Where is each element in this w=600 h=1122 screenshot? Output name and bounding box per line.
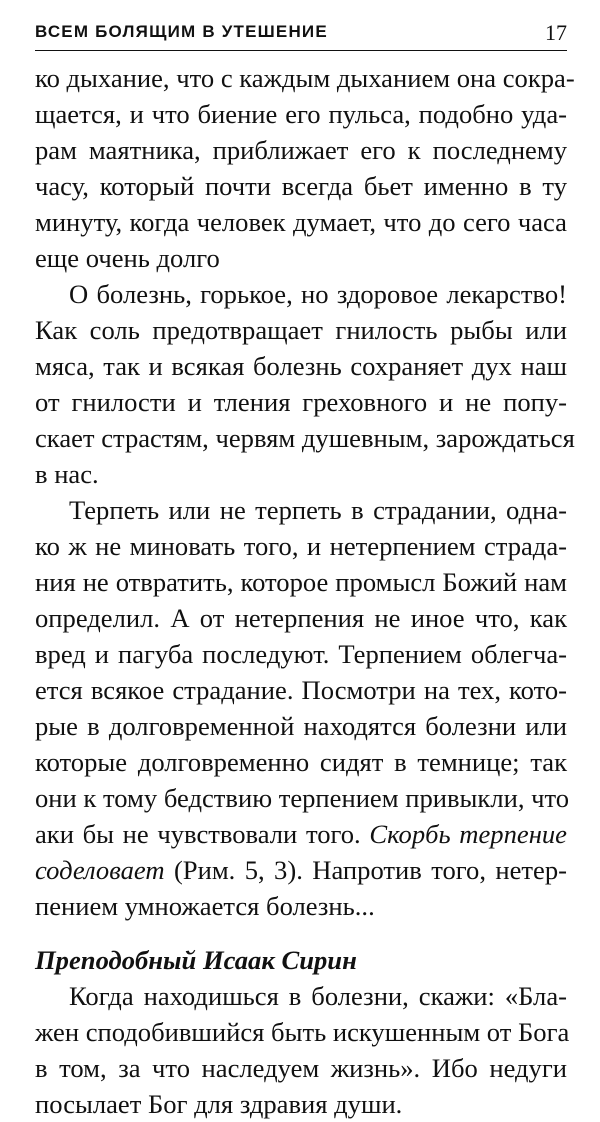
- page-number: 17: [545, 20, 567, 45]
- paragraph-1: [35, 60, 575, 276]
- paragraph-2: [35, 276, 575, 492]
- text-line: в том, за что наследуем жизнь». Ибо недуги: [35, 1053, 567, 1083]
- page-body: [35, 60, 575, 1122]
- text-line: еще очень долго: [35, 243, 220, 273]
- text-line-mixed: [35, 816, 567, 852]
- text-line: от гнилости и тления греховного и не попу-: [35, 387, 567, 417]
- text-line: Терпеть или не терпеть в страдании, одна-: [69, 495, 567, 525]
- text-line: Когда находишься в болезни, скажи: «Бла-: [69, 981, 567, 1011]
- text-line: мяса, так и всякая болезнь сохраняет дух наш: [35, 351, 567, 381]
- text-line: рые в долговременной находятся болезни или: [35, 711, 567, 741]
- text-line-mixed: [35, 852, 567, 888]
- scripture-quote: Скорбь терпение: [369, 819, 567, 849]
- text-line: рам маятника, приближает его к последнему: [35, 135, 567, 165]
- text-line: в нас.: [35, 459, 99, 489]
- text-segment: аки бы не чувствовали того.: [35, 819, 361, 849]
- text-line: О болезнь, горькое, но здоровое лекарство!: [69, 279, 567, 309]
- text-line: вред и пагуба последуют. Терпением облегча-: [35, 639, 567, 669]
- text-line: Как соль предотвращает гнилость рыбы или: [35, 315, 567, 345]
- text-line: ется всякое страдание. Посмотри на тех, кото-: [35, 675, 567, 705]
- text-line: ния не отвратить, которое промысл Божий нам: [35, 567, 567, 597]
- text-line: посылает Бог для здравия души.: [35, 1089, 403, 1119]
- paragraph-3: [35, 492, 570, 924]
- paragraph-4: [35, 978, 570, 1122]
- text-line: ко дыхание, что с каждым дыханием она сокра-: [35, 63, 575, 93]
- text-line: ко ж не миновать того, и нетерпением страда-: [35, 531, 567, 561]
- text-line: которые долговременно сидят в темнице; так: [35, 747, 567, 777]
- author-heading: Преподобный Исаак Сирин: [35, 945, 357, 975]
- section-gap: [35, 924, 567, 942]
- text-line: щается, и что биение его пульса, подобно уда-: [35, 99, 567, 129]
- text-line: минуту, когда человек думает, что до сего часа: [35, 207, 567, 237]
- text-line: скает страстям, червям душевным, зарождаться: [35, 423, 575, 453]
- page-header: [35, 12, 567, 51]
- text-line: часу, который почти всегда бьет именно в ту: [35, 171, 567, 201]
- text-line: жен сподобившийся быть искушенным от Бога: [35, 1017, 570, 1047]
- text-line: определил. А от нетерпения не иное что, как: [35, 603, 567, 633]
- text-line: они к тому бедствию терпением привыкли, что: [35, 783, 570, 813]
- text-segment: (Рим. 5, 3). Напротив того, нетер-: [164, 855, 567, 885]
- scripture-quote: соделовает: [35, 855, 165, 885]
- running-title: ВСЕМ БОЛЯЩИМ В УТЕШЕНИЕ: [35, 22, 328, 41]
- text-line: пением умножается болезнь...: [35, 891, 375, 921]
